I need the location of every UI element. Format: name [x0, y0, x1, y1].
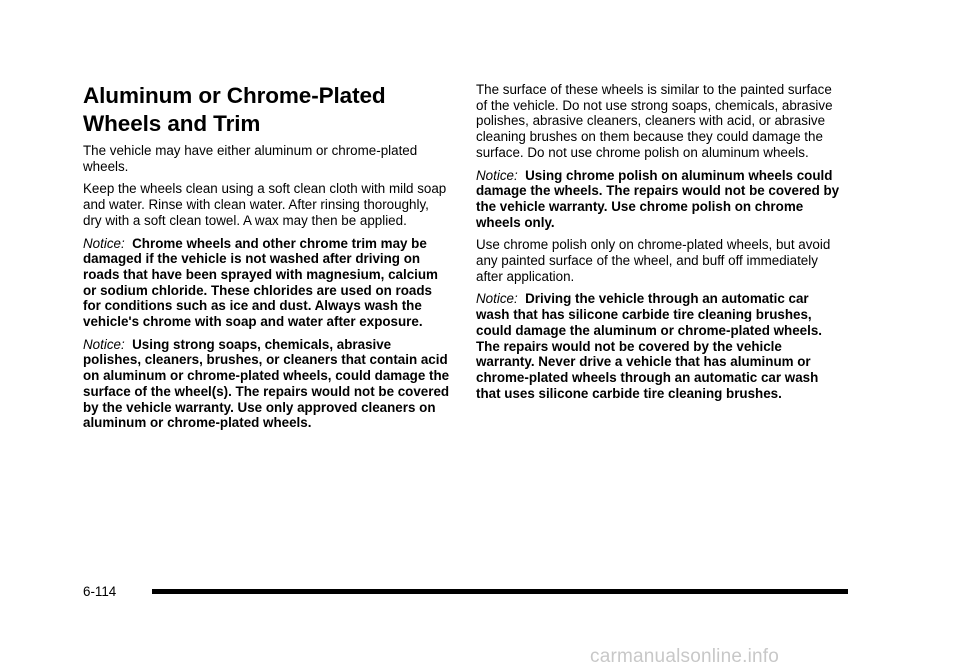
intro-paragraph: The vehicle may have either aluminum or chrome-plated wheels.: [83, 143, 418, 174]
notice-car-wash: [476, 291, 844, 401]
notice-chrome-trim: [83, 236, 451, 330]
cleaning-paragraph: Keep the wheels clean using a soft clean cloth with mild soap and water. Rinse with clean water. After rinsing thoroughly, dry with a soft clean towel. A wax may then be applied.: [83, 181, 447, 228]
page-number: 6-114: [83, 584, 117, 599]
notice-label: Notice:: [83, 336, 125, 352]
section-heading: Aluminum or Chrome-Plated Wheels and Trim: [83, 83, 386, 136]
notice-chrome-polish: [476, 168, 844, 231]
notice-label: Notice:: [83, 235, 125, 251]
surface-paragraph: The surface of these wheels is similar to the painted surface of the vehicle. Do not use strong soaps, chemicals, abrasive polishes, abrasive cleaners, cleaners with acid, or abrasive cleaning brushes on them because they could damage the surface. Do not use chrome polish on aluminum wheels.: [476, 82, 833, 160]
footer-rule: [152, 589, 848, 594]
notice-text: Chrome wheels and other chrome trim may be damaged if the vehicle is not washed after driving on roads that have been sprayed with magnesium, calcium or sodium chloride. These chlorides are used on roads for conditions such as ice and dust. Always wash the vehicle's chrome with soap and water after exposure.: [83, 235, 438, 330]
chrome-polish-paragraph: Use chrome polish only on chrome-plated wheels, but avoid any painted surface of the wheel, and buff off immediately after application.: [476, 237, 831, 284]
site-watermark: carmanualsonline.info: [590, 646, 780, 667]
notice-text: Driving the vehicle through an automatic car wash that has silicone carbide tire cleaning brushes, could damage the aluminum or chrome-plated wheels. The repairs would not be covered by the vehicle warranty. Never drive a vehicle that has aluminum or chrome-plated wheels through an automatic car wash that uses silicone carbide tire cleaning brushes.: [476, 291, 822, 401]
notice-label: Notice:: [476, 291, 518, 307]
notice-text: Using chrome polish on aluminum wheels could damage the wheels. The repairs would not be covered by the vehicle warranty. Use chrome polish on chrome wheels only.: [476, 167, 840, 230]
notice-label: Notice:: [476, 167, 518, 183]
left-column: [83, 82, 451, 438]
notice-cleaners: [83, 337, 451, 431]
right-column: [476, 82, 844, 408]
notice-text: Using strong soaps, chemicals, abrasive polishes, cleaners, brushes, or cleaners that contain acid on aluminum or chrome-plated wheels, could damage the surface of the wheel(s). The repairs would not be covered by the vehicle warranty. Use only approved cleaners on aluminum or chrome-plated wheels.: [83, 336, 450, 431]
